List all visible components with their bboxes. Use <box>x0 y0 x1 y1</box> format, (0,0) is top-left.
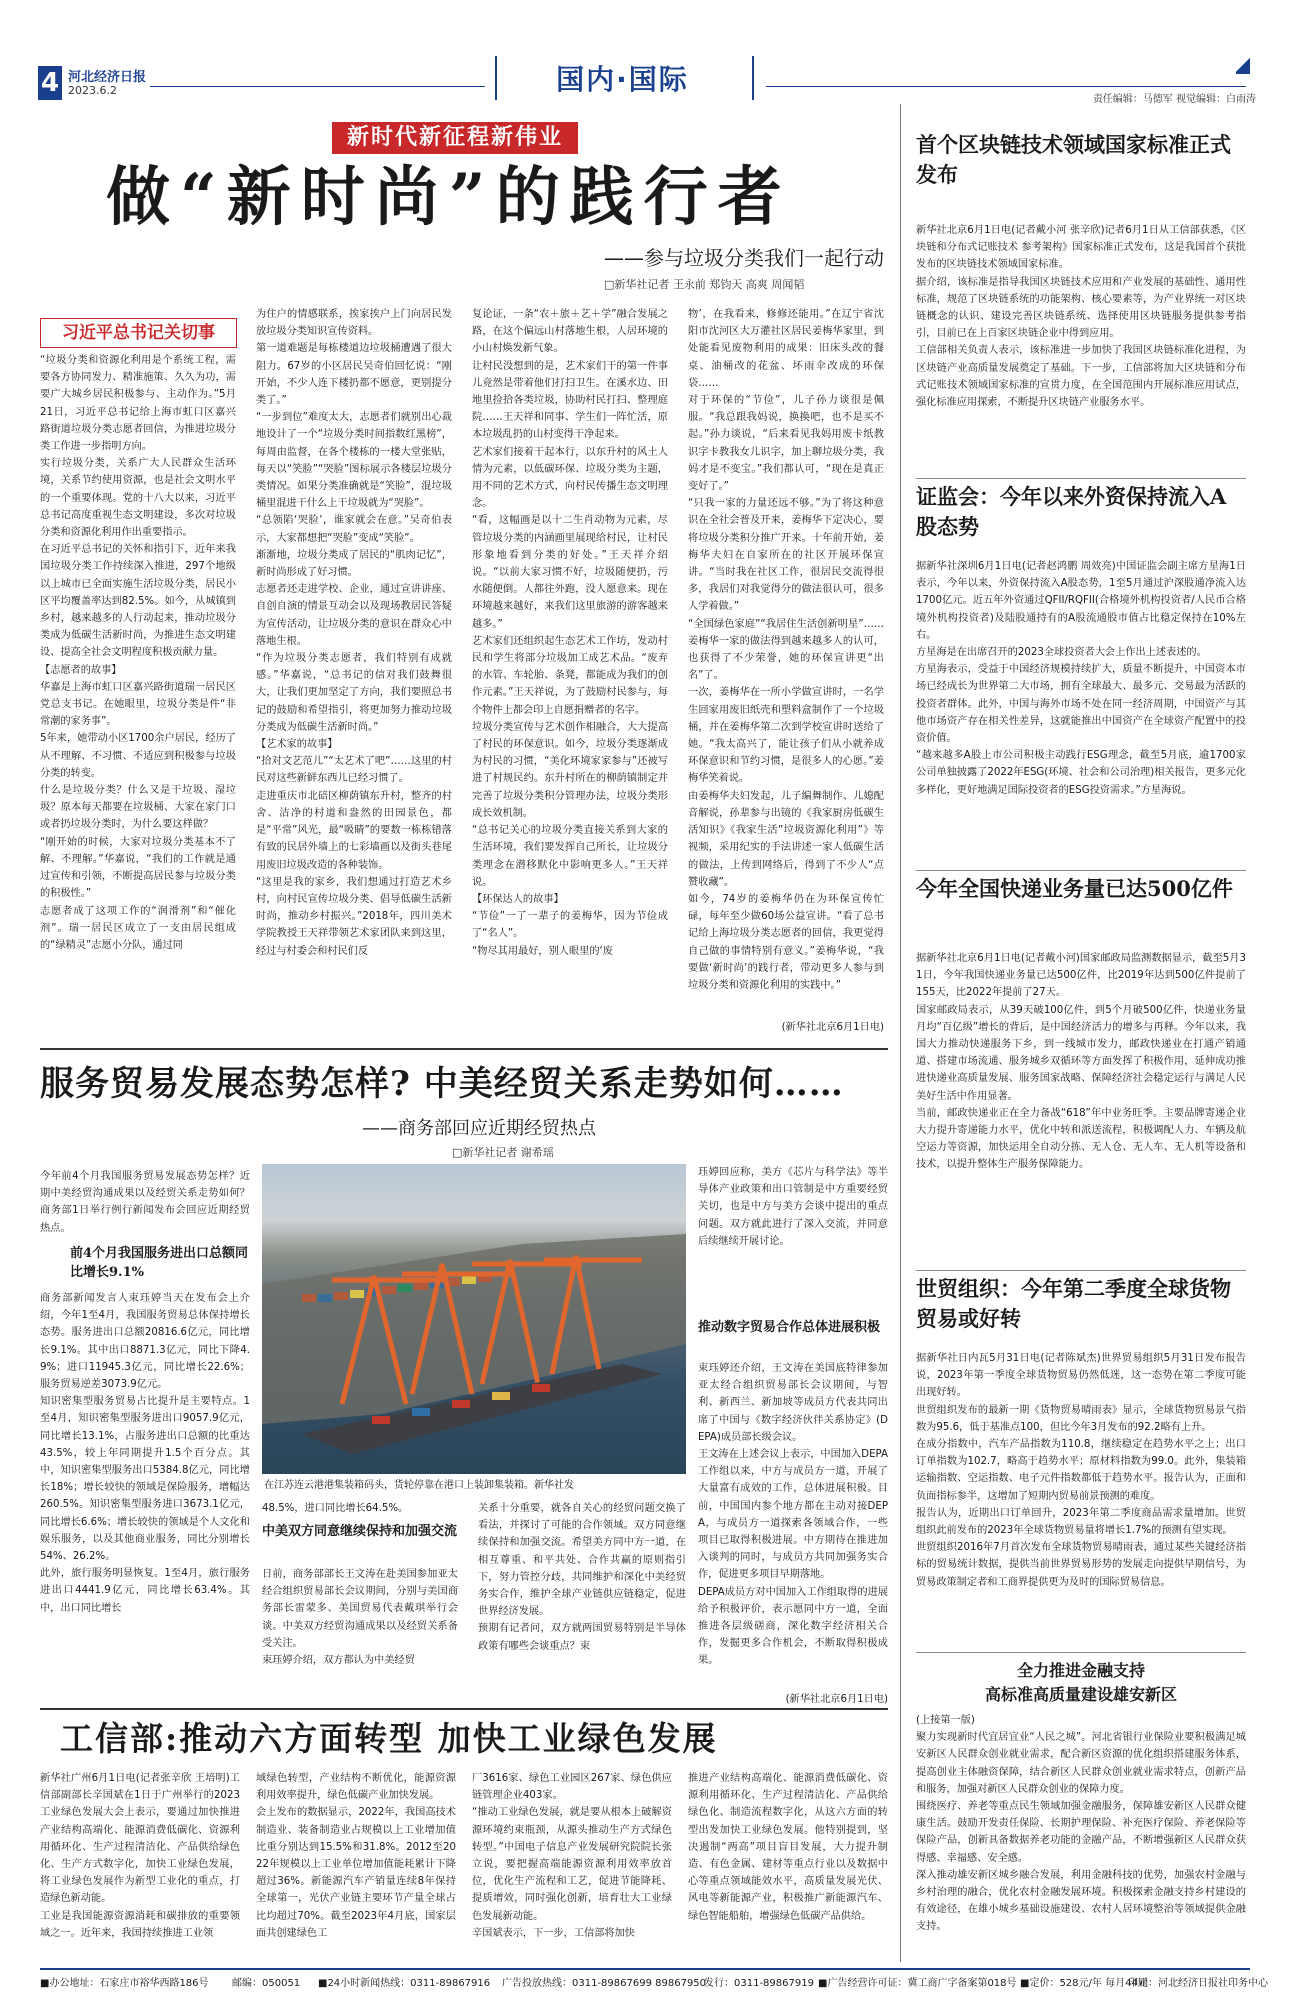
box-label-text: 习近平总书记关切事 <box>62 323 215 343</box>
right-h3: 今年全国快递业务量已达500亿件 <box>916 876 1233 901</box>
right-h5b: 高标准高质量建设雄安新区 <box>984 1685 1177 1704</box>
trade-h2: 中美双方同意继续保持和加强交流 <box>262 1524 458 1539</box>
miit-col-2: 域绿色转型，产业结构不断优化，能源资源利用效率提升，绿色低碳产业加快发展。 会上发布的数据显示，2022年，我国高技术制造业、装备制造业占规模以上工业增加值比重分别达到15.5%和31.8%。2012至2022年规模以上工业单位增加值能耗累计下降超过36%。新能源汽车产销量连续8年保持全球第一，光伏产业链主要环节产量全球占比均超过70%。截至2023年4月底，国家层面共创建绿色工 <box>256 1773 456 1939</box>
right-t4: 据新华社日内瓦5月31日电(记者陈斌杰)世界贸易组织5月31日发布报告说，2023年第一季度全球货物贸易仍然低迷，这一态势在第二季度可能出现好转。 世贸组织发布的最新一期《货物贸易晴雨表》显示，全球货物贸易景气指数为95.6，低于基准点100，但比今年3月发布的92.2略有上升。 在成分指数中，汽车产品指数为110.8，继续稳定在趋势水平之上；出口订单指数为102.7，略高于趋势水平；原材料指数为99.0。此外，集装箱运输指数、空运指数、电子元件指数都低于趋势水平。报告认为，正面和负面指标参半，这增加了短期内贸易前景预测的难度。 报告认为，近期出口订单回升，2023年第二季度商品需求量增加。世贸组织此前发布的2023年全球货物贸易量将增长1.7%的预测有望实现。 世贸组织2016年7月首次发布全球货物贸易晴雨表，通过某些关键经济指标的贸易统计数据，提供当前世界贸易形势的发展走向提供早期信号，为贸易政策制定者和工商界提供更为及时的国际贸易信息。 <box>916 1353 1246 1588</box>
divider-r4 <box>916 1652 1246 1653</box>
footer-rule <box>40 1968 1250 1970</box>
footer-address: ■办公地址：石家庄市裕华西路186号 <box>40 1978 209 1989</box>
divider-r2 <box>916 870 1246 871</box>
kicker: 新时代新征程新伟业 <box>346 125 563 150</box>
column-divider <box>900 104 901 1962</box>
port-scene <box>262 1164 686 1474</box>
lead-sign: (新华社北京6月1日电) <box>781 1022 884 1033</box>
corner-fold-icon <box>1236 56 1250 74</box>
box-label <box>40 318 237 348</box>
trade-h1: 前4个月我国服务进出口总额同比增长9.1% <box>70 1246 249 1280</box>
kicker-banner <box>332 122 578 154</box>
issue-date: 2023.6.2 <box>68 84 117 97</box>
editors: 责任编辑：马德军 视觉编辑：白雨涛 <box>1092 94 1256 105</box>
lead-col-2: 为住户的情感联系，挨家挨户上门向居民发放垃圾分类知识宣传资料。 第一道难题是每栋楼道边垃圾桶遭遇了很大阻力。67岁的小区居民吴奇伯回忆说：“刚开始，不少人连下楼扔都不愿意，更别提分类了。” “一步到位”难度太大，志愿者们就别出心裁地设计了一个“垃圾分类时间指数红黑榜”，每周由监督，在各个楼栋的一楼大堂张贴，每天以“笑脸”“哭脸”图标展示各楼层垃圾分类情况。如果分类准确就是“笑脸”，混垃圾桶里混进干什么上干垃圾就为“哭脸”。 “总领陷‘哭脸’，谁家就会在意。”吴奇伯表示，大家都想把“哭脸”变成“笑脸”。 渐渐地，垃圾分类成了居民的“肌肉记忆”，新时尚形成了好习惯。 志愿者还走进学校、企业，通过宣讲讲座、自创自演的情景互动会以及现场教居民答疑为宣传活动，让垃圾分类的意识在群众心中落地生根。 “作为垃圾分类志愿者，我们特别有成就感。”华嘉说，“总书记的信对我们鼓舞很大，让我们更加坚定了方向，我们要照总书记的鼓励和希望指引，将更加努力推动垃圾分类成为低碳生活新时尚。” 【艺术家的故事】 “拾对文艺范儿”“太艺术了吧”……这里的村民对这些新鲜东西儿已经习惯了。 走进重庆市北碚区柳荫镇东升村，整齐的村舍、洁净的村道和盎然的田园景色，都是“平常”风光，最“吸睛”的要数一栋栋错落有致的民居外墙上的七彩墙画以及街头巷尾用废旧垃圾改造的各种装饰。 “这里是我的家乡，我们想通过打造艺术乡村，向村民宣传垃圾分类、倡导低碳生活新时尚，推动乡村振兴。”2018年，四川美术学院教授王天祥带领艺术家团队来到这里，经过与村委会和村民们反 <box>256 309 452 957</box>
right-h1: 首个区块链技术领域国家标准正式发布 <box>916 132 1231 187</box>
divider-lead <box>40 1048 888 1050</box>
right-t2: 据新华社深圳6月1日电(记者赵鸿鹏 周效亮)中国证监会副主席方星海1日表示，今年以来，外资保持流入A股态势，1至5月通过沪深股通净流入达1700亿元。近五年外资通过QFII/RQFII(合格境外机构投资者/人民币合格境外机构投资者)及陆股通持有的A股流通股市值占比稳定保持在10%左右。 方星海是在出席召开的2023全球投资者大会上作出上述表述的。 方星海表示，受益于中国经济规模持续扩大，质量不断提升，中国资本市场已经成长为世界第二大市场，拥有全球最大、最多元、交易最为活跃的投资者群体。此外，中国与海外市场不处在同一经济周期，中国资产与其他市场资产存在相关性差异，这就能推出中国资产在全球资产配置中的投资价值。 “越来越多A股上市公司积极主动践行ESG理念，截至5月底，逾1700家公司单独披露了2022年ESG(环境、社会和公司治理)相关报告，更多元化多样化，更好地满足国际投资者的ESG投资需求。”方星海说。 <box>916 561 1246 796</box>
right-h4: 世贸组织：今年第二季度全球货物贸易或好转 <box>916 1276 1231 1331</box>
lead-col-4: 物’，在我看来，修修还能用。”在辽宁省沈阳市沈河区大万灌社区居民姜梅华家里，到处能看见废物利用的成果：旧床头改的餐桌、油桶改的花盆、坏雨伞改成的环保袋…… 对于环保的“节俭”，儿子孙力谈很是佩服。“我总跟我妈说，换换吧，也不是买不起。”孙力谈说，“后来看见我妈用废卡纸教识字卡教我女儿识字，加上聊垃圾分类，我妈才是不变宝。”我们都认可，“现在是真正变好了。” “只我一家的力量还远不够。”为了将这种意识在全社会普及开来，姜梅华下定决心，要将垃圾分类积分推广开来。十年前开始，姜梅华夫妇在自家所在的社区开展环保宣讲。“当时我在社区工作，很居民交流得很多，我居们对我觉得分的做法很认可，很多人学着做。” “全国绿色家庭”“我居住生活创新明星”……姜梅华一家的做法得到越来越多人的认可，也获得了不少荣誉，她的环保宣讲更“出名”了。 一次，姜梅华在一所小学做宣讲时，一名学生回家用废旧纸壳和塑料盒制作了一个垃圾桶，并在姜梅华第二次到学校宣讲时送给了她。“我太高兴了，能让孩子们从小就养成环保意识和节约习惯，是很多人的心愿。”姜梅华笑着说。 由姜梅华夫妇发起，儿子编舞制作、儿媳配音解说，孙辈参与出镜的《我家厨房低碳生活知识》《我家生活”垃圾资源化利用”》等视频，采用纪实的手法讲述一家人低碳生活的做法，上传到网络后，得到了不少人“点赞收藏”。 如今，74岁的姜梅华仍在为环保宣传忙碌，每年至少做60场公益宣讲。“看了总书记给上海垃圾分类志愿者的回信，我更觉得自己做的事情特别有意义。”姜梅华说，“我要做‘新时尚’的践行者，带动更多人参与到垃圾分类和资源化利用的实践中。” <box>688 309 884 991</box>
trade-title: 服务贸易发展态势怎样? 中美经贸关系走势如何…… <box>40 1064 844 1104</box>
footer-postcode: 邮编：050051 <box>232 1978 301 1989</box>
trade-sign: (新华社北京6月1日电) <box>785 1694 888 1705</box>
right-h2: 证监会：今年以来外资保持流入A股态势 <box>916 484 1227 539</box>
trade-col-2b: 日前，商务部部长王文涛在赴美国参加亚太经合组织贸易部长会议期间，分别与美国商务部长雷蒙多、美国贸易代表戴琪举行会谈。中美双方经贸沟通成果以及经贸关系备受关注。 束珏婷介绍，双方都认为中美经贸 <box>262 1569 458 1667</box>
trade-col-4: 珏婷回应称，美方《芯片与科学法》等半导体产业政策和出口管制是中方重要经贸关切，也是中方与美方会谈中提出的重点问题。双方就此进行了深入交流，并同意后续继续开展讨论。 <box>698 1167 888 1247</box>
container-port-photo <box>262 1164 686 1474</box>
miit-title: 工信部:推动六方面转型 加快工业绿色发展 <box>60 1719 718 1758</box>
footer-ad-license: ■广告经营许可证：冀工商广字备案第018号 <box>818 1978 1017 1989</box>
footer-printer: 印刷：河北经济日报社印务中心 <box>1128 1978 1268 1989</box>
footer-ad-hotline: 广告投放热线：0311-89867699 89867950 <box>502 1978 707 1989</box>
paper-name: 河北经济日报 <box>68 70 147 85</box>
lead-byline: □新华社记者 王永前 郑钧天 高爽 周闻韬 <box>604 278 805 291</box>
right-t5: (上接第一版) 聚力实现新时代宜居宜业“人民之城”。河北省银行业保险业要积极满足城安新区人民群众创业就业需求，配合新区资源的优化组织搭建服务体系，提高创业主体融资保障，结合新区人民群众创业就业需求特点，创新产品和服务，加强对新区人民群众创业的保障力度。 围绕医疗、养老等重点民生领域加强金融服务，保障雄安新区人民群众健康生活。鼓励开发责任保险、长期护理保险、补充医疗保险、养老保险等保险产品，创新具备数据养老功能的金融产品，不断增强新区人民群众获得感、幸福感、安全感。 深入推动雄安新区城乡融合发展，利用金融科技的优势，加强农村金融与乡村治理的融合，优化农村金融发展环境。积极探索金融支持乡村建设的有效途径，在雄小城乡基础设施建设、农村人居环境整治等领域提供金融支持。 <box>916 1715 1246 1933</box>
divider-r1 <box>916 478 1246 479</box>
right-h5a: 全力推进金融支持 <box>1016 1661 1145 1680</box>
lead-col-3: 复论证，一条“农＋旅＋艺＋学”融合发展之路，在这个偏远山村落地生根，人居环境的小山村焕发新气象。 让村民没想到的是，艺术家们干的第一件事儿竟然是带着他们打扫卫生。在溪水边、田地里捡拾各类垃圾，协助村民打扫、整理庭院……王天祥和同事、学生们一阵忙活，原本垃圾乱扔的山村变得干净起来。 艺术家们接着干起本行，以东升村的风土人情为元素，以低碳环保、垃圾分类为主题，用不同的艺术方式，向村民传播生态文明理念。 “看，这幅画是以十二生肖动物为元素，尽管垃圾分类的内涵画里展现给村民，让村民形象地看到分类的好处。”王天祥介绍说。“以前大家习惯不好，垃圾随便扔，污水随便倒。人都往外跑，没人愿意来。现在环境越来越好，来我们这里旅游的游客越来越多。” 艺术家们还组织起生态艺术工作坊，发动村民和学生将部分垃圾加工成艺术品。“废弃的水管、车轮胎、条凳，都能成为我们的创作元素。”王天祥说，为了鼓励村民参与，每个物件上都会印上自愿捐赠者的名字。 垃圾分类宣传与艺术创作相融合，大大提高了村民的环保意识。如今，垃圾分类逐渐成为村民的习惯，“美化环境家家参与”还被写进了村规民约。东升村所在的柳荫镇制定并完善了垃圾分类积分管理办法，垃圾分类形成长效机制。 “总书记关心的垃圾分类直接关系到大家的生活环境，我们要发挥自己所长，让垃圾分类理念在潜移默化中影响更多人。”王天祥说。 【环保达人的故事】 “节俭”一了一辈子的姜梅华，因为节俭成了“名人”。 “物尽其用最好，别人眼里的‘废 <box>472 309 668 957</box>
trade-h3: 推动数字贸易合作总体进展积极 <box>698 1320 881 1335</box>
footer-distribution: 发行：0311-89867919 <box>704 1978 814 1989</box>
lead-col-1: “垃圾分类和资源化利用是个系统工程，需要各方协同发力、精准施策、久久为功，需要广大城乡居民积极参与、主动作为。”5月21日，习近平总书记给上海市虹口区嘉兴路街道垃圾分类志愿者回信，为推进垃圾分类工作进一步指明方向。 实行垃圾分类，关系广大人民群众生活环境，关系节约使用资源，也是社会文明水平的一个重要体现。党的十八大以来，习近平总书记高度重视生态文明建设，多次对垃圾分类和资源化利用作出重要指示。 在习近平总书记的关怀和指引下，近年来我国垃圾分类工作持续深入推进，297个地级以上城市已全面实施生活垃圾分类，居民小区平均覆盖率达到82.5%。如今，从城镇到乡村，越来越多的人行动起来，推动垃圾分类成为低碳生活新时尚，为推进生态文明建设、提高全社会文明程度积极贡献力量。 【志愿者的故事】 华嘉是上海市虹口区嘉兴路街道瑞一居民区党总支书记。在她眼里，垃圾分类是件“非常潮的家务事”。 5年来，她带动小区1700余户居民，经历了从不理解、不习惯、不适应到积极参与垃圾分类的转变。 什么是垃圾分类？什么又是干垃圾、湿垃圾？原本每天都要在垃圾桶、大家在家门口或者扔垃圾分类时，为什么要这样做？ “刚开始的时候，大家对垃圾分类基本不了解、不理解。”华嘉说，“我们的工作就是通过宣传和引领，不断提高居民参与垃圾分类的积极性。” 志愿者成了这项工作的“润滑剂”和“催化剂”。瑞一居民区成立了一支由居民组成的“绿精灵”志愿小分队，通过同 <box>40 355 236 951</box>
trade-byline: □新华社记者 谢希瑶 <box>452 1146 554 1159</box>
trade-col-4b: 束珏婷还介绍，王文涛在美国底特律参加亚太经合组织贸易部长会议期间，与智利、新西兰、新加坡等成员方代表共同出席了中国与《数字经济伙伴关系协定》(DEPA)成员部长级会议。 王文涛在上述会议上表示，中国加入DEPA工作组以来，中方与成员方一道，开展了大量富有成效的工作，总体进展积极。目前，中国国内参个地方都在主动对接DEPA，与成员方一道探索各领域合作，一些项目已取得积极进展。中方期待在推进加入谈判的同时，与成员方共同加强务实合作，促进更多项目早期落地。 DEPA成员方对中国加入工作组取得的进展给予积极评价，表示愿同中方一道，全面推进各层级磋商，深化数字经济相关合作，发掘更多合作机会，不断取得积极成果。 <box>698 1363 888 1667</box>
masthead-rule-right <box>766 86 1246 87</box>
miit-col-4: 推进产业结构高端化、能源消费低碳化、资源利用循环化、生产过程清洁化、产品供给绿色化、制造流程数字化，从这六方面的转型出发加快工业绿色发展。他特别提到，坚决遏制“两高”项目盲目发展，大力提升制造、有色金属、建材等重点行业以及数据中心等重点领域能效水平，高质量发展光伏、风电等新能源产业，积极推广新能源汽车、绿色智能船舶，增强绿色低碳产品供给。 <box>688 1773 888 1922</box>
page-number-box <box>38 66 62 100</box>
right-t1: 新华社北京6月1日电(记者戴小河 张辛欣)记者6月1日从工信部获悉，《区块链和分布式记账技术 参考架构》国家标准正式发布，这是我国首个获批发布的区块链技术领域国家标准。 据介绍，该标准是指导我国区块链技术应用和产业发展的基础性、通用性标准，规范了区块链系统的功能架构、核心要素等，为产业界统一对区块链概念的认识、建设完善区块链系统、选择使用区块链服务提供参考指引，目前已在上百家区块链企业中得到应用。 工信部相关负责人表示，该标准进一步加快了我国区块链标准化进程，为区块链产业高质量发展奠定了基础。下一步，工信部将加大区块链和分布式记账技术领域国家标准的宣贯力度，在全国范围内开展标准应用试点，强化标准应用探索，不断提升区块链产业服务水平。 <box>916 225 1246 409</box>
trade-subtitle: ——商务部回应近期经贸热点 <box>362 1118 596 1139</box>
photo-caption: 在江苏连云港港集装箱码头，货轮停靠在港口上装卸集装箱。新华社发 <box>264 1480 574 1491</box>
trade-intro: 今年前4个月我国服务贸易发展态势怎样？近期中美经贸沟通成果以及经贸关系走势如何？商务部1日举行例行新闻发布会回应近期经贸热点。 <box>40 1171 250 1234</box>
section-title: 国内·国际 <box>556 63 689 96</box>
trade-col-2: 48.5%，进口同比增长64.5%。 <box>262 1503 409 1514</box>
footer-price: ■定价：528元/年 每月44元 <box>1020 1978 1148 1989</box>
divider-trade <box>40 1708 888 1710</box>
masthead-rule <box>150 86 485 87</box>
miit-col-1: 新华社广州6月1日电(记者张辛欣 王培明)工信部副部长辛国斌在1日于广州举行的2023工业绿色发展大会上表示，要通过加快推进产业结构高端化、能源消费低碳化、资源利用循环化、生产过程清洁化、产品供给绿色化、生产方式数字化，加快工业绿色发展，将工业绿色发展作为新型工业化的重点，打造绿色新动能。 工业是我国能源资源消耗和碳排放的重要领域之一。近年来，我国持续推进工业领 <box>40 1773 240 1939</box>
trade-col-1: 商务部新闻发言人束珏婷当天在发布会上介绍，今年1至4月，我国服务贸易总体保持增长态势。服务进出口总额20816.6亿元，同比增长9.1%。其中出口8871.3亿元，同比下降4.9%；进口11945.3亿元，同比增长22.6%；服务贸易逆差3073.9亿元。 知识密集型服务贸易占比提升是主要特点。1至4月，知识密集型服务进出口9057.9亿元，同比增长13.1%，占服务进出口总额的比重达43.5%，较上年同期提升1.5个百分点。其中，知识密集型服务出口5384.8亿元，同比增长18%；增长较快的领域是保险服务，增幅达260.5%。知识密集型服务进口3673.1亿元，同比增长6.6%；增长较快的领域是个人文化和娱乐服务，以及其他商业服务，同比分别增长54%、26.2%。 此外，旅行服务明显恢复。1至4月，旅行服务进出口4441.9亿元，同比增长63.4%。其中，出口同比增长 <box>40 1293 250 1614</box>
lead-title: 做“新时尚”的践行者 <box>106 160 792 235</box>
trade-col-3: 关系十分重要，就各自关心的经贸问题交换了看法，并探讨了可能的合作领域。双方同意继续保持和加强交流。希望美方同中方一道，在相互尊重、和平共处、合作共赢的原则指引下，努力管控分歧，共同维护和深化中美经贸务实合作，维护全球产业链供应链稳定，促进世界经济发展。 预期有记者问，双方就两国贸易特别是半导体政策有哪些会谈重点？束 <box>478 1503 686 1652</box>
miit-col-3: 厂3616家、绿色工业园区267家、绿色供应链管理企业403家。 “推动工业绿色发展，就是要从根本上破解资源环境约束瓶颈，从源头推动生产方式绿色转型。”中国电子信息产业发展研究院院长张立说，要把握高端能源资源利用效率放首位，优化生产流程和工艺，促进节能降耗、提质增效，同时强化创新，培育壮大工业绿色发展新动能。 辛国斌表示，下一步，工信部将加快 <box>472 1773 672 1939</box>
divider-r3 <box>916 1270 1246 1271</box>
lead-subtitle: ——参与垃圾分类我们一起行动 <box>604 246 884 270</box>
right-t3: 据新华社北京6月1日电(记者戴小河)国家邮政局监测数据显示，截至5月31日，今年我国快递业务量已达500亿件，比2019年达到500亿件提前了155天，比2022年提前了27天。 国家邮政局表示，从39天破100亿件，到5个月破500亿件，快递业务量月均“百亿级”增长的背后，是中国经济活力的增多与再释。今年以来，我国大力推动快递服务下乡，到一线城市发力，邮政快递业在打通产销通道、搭建市场流通、服务城乡双循环等方面发挥了积极作用，延伸成功推进快递业高质量发展、服务国家战略、保障经济社会稳定运行与满足人民美好生活中作用显著。 当前，邮政快递业正在全力备战“618”年中业务旺季。主要品牌寄递企业大力提升寄递能力水平，优化中转和派送流程，积极调配人力、车辆及航空运力等资源，加快运用全自动分拣、无人仓、无人车、无人机等设备和技术，以提升整体生产服务保障能力。 <box>916 953 1246 1171</box>
page-number: 4 <box>40 68 60 98</box>
footer-news-hotline: ■24小时新闻热线：0311-89867916 <box>318 1978 491 1989</box>
